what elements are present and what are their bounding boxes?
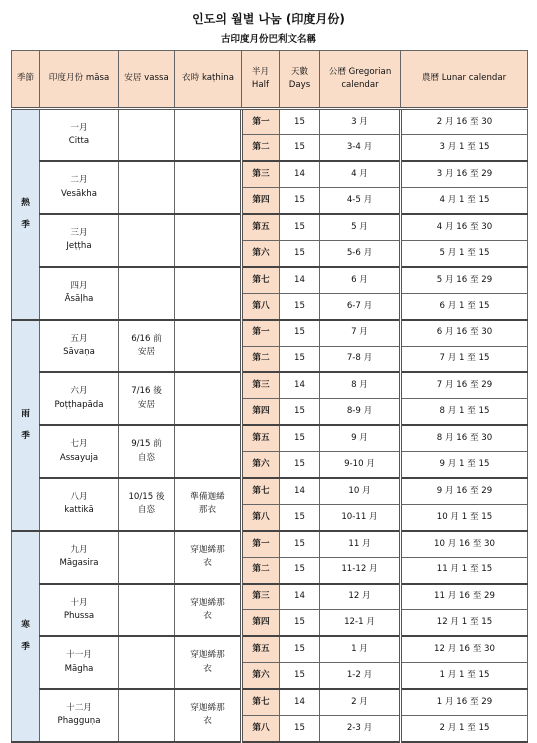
lunar-value: 4 月 16 至 30: [401, 214, 528, 240]
lunar-value: 5 月 1 至 15: [401, 240, 528, 266]
month-pali: Āsāḷha: [64, 294, 94, 305]
month-zh: 五月: [70, 333, 88, 344]
month-pali: Citta: [68, 136, 90, 147]
lunar-value: 10 月 1 至 15: [401, 504, 528, 530]
kathina-cell: 準備迦絺那衣: [175, 478, 242, 531]
lunar-value: 11 月 1 至 15: [401, 557, 528, 583]
season-cell: [12, 320, 40, 531]
lunar-value: 7 月 16 至 29: [401, 372, 528, 398]
month-pali: Phagguṇa: [57, 716, 101, 727]
lunar-value: 5 月 16 至 29: [401, 267, 528, 293]
vassa-cell: 7/16 後安居: [119, 372, 175, 425]
days-value: 15: [280, 346, 320, 372]
header-month: 印度月份 māsa: [40, 51, 119, 109]
days-value: 15: [280, 320, 320, 346]
month-table: [11, 50, 528, 743]
table-row: [12, 109, 528, 135]
half-label: 第三: [242, 161, 280, 187]
kathina-cell: [175, 320, 242, 373]
vassa-cell: 6/16 前安居: [119, 320, 175, 373]
month-name-cell: [40, 161, 119, 214]
gregorian-value: 2-3 月: [320, 715, 401, 741]
days-value: 15: [280, 663, 320, 689]
gregorian-value: 4-5 月: [320, 188, 401, 214]
lunar-value: 9 月 1 至 15: [401, 452, 528, 478]
table-row: [12, 372, 528, 398]
gregorian-value: 10-11 月: [320, 504, 401, 530]
table-row: [12, 584, 528, 610]
days-value: 15: [280, 452, 320, 478]
half-label: 第五: [242, 425, 280, 451]
half-label: 第八: [242, 715, 280, 741]
lunar-value: 6 月 1 至 15: [401, 293, 528, 319]
half-label: 第六: [242, 240, 280, 266]
vassa-cell: 9/15 前自恣: [119, 425, 175, 478]
gregorian-value: 9-10 月: [320, 452, 401, 478]
half-label: 第七: [242, 267, 280, 293]
days-value: 15: [280, 636, 320, 662]
half-label: 第四: [242, 610, 280, 636]
table-row: [12, 531, 528, 557]
month-name-cell: [40, 320, 119, 373]
month-zh: 十月: [70, 597, 88, 608]
header-days: 天數 Days: [280, 51, 320, 109]
month-zh: 十一月: [66, 650, 92, 661]
gregorian-value: 5 月: [320, 214, 401, 240]
half-label: 第七: [242, 478, 280, 504]
month-pali: Māgasira: [59, 558, 99, 569]
days-value: 15: [280, 610, 320, 636]
days-value: 15: [280, 504, 320, 530]
half-label: 第四: [242, 188, 280, 214]
gregorian-value: 3-4 月: [320, 135, 401, 161]
month-zh: 一月: [70, 122, 88, 133]
half-label: 第五: [242, 636, 280, 662]
month-name-cell: [40, 636, 119, 689]
lunar-value: 12 月 16 至 30: [401, 636, 528, 662]
half-label: 第三: [242, 372, 280, 398]
half-label: 第二: [242, 135, 280, 161]
days-value: 15: [280, 715, 320, 741]
lunar-value: 8 月 1 至 15: [401, 399, 528, 425]
gregorian-value: 7-8 月: [320, 346, 401, 372]
month-pali: Poṭṭhapāda: [54, 399, 104, 410]
half-label: 第六: [242, 663, 280, 689]
month-pali: kattikā: [64, 505, 94, 516]
month-pali: Assayuja: [59, 452, 99, 463]
kathina-cell: [175, 267, 242, 320]
header-vassa: 安居 vassa: [119, 51, 175, 109]
gregorian-value: 11 月: [320, 531, 401, 557]
days-value: 15: [280, 425, 320, 451]
gregorian-value: 6 月: [320, 267, 401, 293]
days-value: 14: [280, 161, 320, 187]
lunar-value: 10 月 16 至 30: [401, 531, 528, 557]
month-name-cell: [40, 689, 119, 742]
half-label: 第五: [242, 214, 280, 240]
days-value: 15: [280, 531, 320, 557]
vassa-cell: [119, 584, 175, 637]
month-name-cell: [40, 372, 119, 425]
days-value: 15: [280, 135, 320, 161]
season-label: 熱季: [21, 197, 30, 231]
month-pali: Māgha: [64, 663, 94, 674]
month-zh: 四月: [70, 280, 88, 291]
header-lunar: 農曆 Lunar calendar: [401, 51, 528, 109]
half-label: 第八: [242, 293, 280, 319]
month-zh: 七月: [70, 439, 88, 450]
half-label: 第一: [242, 109, 280, 135]
table-row: [12, 320, 528, 346]
month-zh: 十二月: [66, 703, 92, 714]
lunar-value: 1 月 1 至 15: [401, 663, 528, 689]
half-label: 第七: [242, 689, 280, 715]
gregorian-value: 1 月: [320, 636, 401, 662]
days-value: 15: [280, 293, 320, 319]
month-name-cell: [40, 478, 119, 531]
month-name-cell: [40, 109, 119, 162]
days-value: 15: [280, 109, 320, 135]
month-zh: 九月: [70, 544, 88, 555]
half-label: 第三: [242, 584, 280, 610]
half-label: 第一: [242, 320, 280, 346]
days-value: 15: [280, 399, 320, 425]
days-value: 14: [280, 372, 320, 398]
vassa-cell: [119, 689, 175, 742]
lunar-value: 12 月 1 至 15: [401, 610, 528, 636]
vassa-cell: [119, 161, 175, 214]
lunar-value: 3 月 16 至 29: [401, 161, 528, 187]
gregorian-value: 11-12 月: [320, 557, 401, 583]
header-half: 半月 Half: [242, 51, 280, 109]
month-zh: 二月: [70, 175, 88, 186]
lunar-value: 11 月 16 至 29: [401, 584, 528, 610]
month-name-cell: [40, 267, 119, 320]
table-row: [12, 425, 528, 451]
half-label: 第八: [242, 504, 280, 530]
days-value: 15: [280, 214, 320, 240]
gregorian-value: 8-9 月: [320, 399, 401, 425]
month-name-cell: [40, 214, 119, 267]
month-name-cell: [40, 425, 119, 478]
season-cell: [12, 531, 40, 742]
table-body: [12, 109, 528, 742]
header-kathina: 衣時 kaṭhina: [175, 51, 242, 109]
month-zh: 八月: [70, 492, 88, 503]
vassa-cell: [119, 267, 175, 320]
gregorian-value: 12 月: [320, 584, 401, 610]
lunar-value: 4 月 1 至 15: [401, 188, 528, 214]
lunar-value: 2 月 16 至 30: [401, 109, 528, 135]
gregorian-value: 3 月: [320, 109, 401, 135]
lunar-value: 7 月 1 至 15: [401, 346, 528, 372]
page-subtitle: 古印度月份巴利文名稱: [220, 34, 316, 45]
season-label: 雨季: [21, 408, 30, 442]
lunar-value: 1 月 16 至 29: [401, 689, 528, 715]
days-value: 14: [280, 689, 320, 715]
month-pali: Jeṭṭha: [66, 241, 92, 252]
lunar-value: 2 月 1 至 15: [401, 715, 528, 741]
days-value: 15: [280, 188, 320, 214]
month-pali: Phussa: [63, 610, 95, 621]
kathina-cell: 穿迦絺那衣: [175, 689, 242, 742]
header-season: 季節: [12, 51, 40, 109]
gregorian-value: 6-7 月: [320, 293, 401, 319]
lunar-value: 9 月 16 至 29: [401, 478, 528, 504]
days-value: 15: [280, 240, 320, 266]
vassa-cell: [119, 531, 175, 584]
days-value: 14: [280, 478, 320, 504]
month-pali: Sāvaṇa: [63, 347, 95, 358]
kathina-cell: 穿迦絺那衣: [175, 584, 242, 637]
gregorian-value: 2 月: [320, 689, 401, 715]
half-label: 第一: [242, 531, 280, 557]
season-label: 寒季: [21, 619, 30, 653]
gregorian-value: 9 月: [320, 425, 401, 451]
gregorian-value: 12-1 月: [320, 610, 401, 636]
month-name-cell: [40, 531, 119, 584]
kathina-cell: [175, 425, 242, 478]
half-label: 第四: [242, 399, 280, 425]
lunar-value: 3 月 1 至 15: [401, 135, 528, 161]
gregorian-value: 10 月: [320, 478, 401, 504]
kathina-cell: [175, 214, 242, 267]
month-pali: Vesākha: [61, 188, 97, 199]
half-label: 第二: [242, 346, 280, 372]
table-row: [12, 214, 528, 240]
vassa-cell: [119, 109, 175, 162]
vassa-cell: 10/15 後自恣: [119, 478, 175, 531]
month-zh: 三月: [70, 228, 88, 239]
vassa-cell: [119, 636, 175, 689]
table-row: [12, 161, 528, 187]
kathina-cell: [175, 372, 242, 425]
month-zh: 六月: [70, 386, 88, 397]
days-value: 15: [280, 557, 320, 583]
lunar-value: 8 月 16 至 30: [401, 425, 528, 451]
table-row: [12, 267, 528, 293]
kathina-cell: [175, 109, 242, 162]
gregorian-value: 5-6 月: [320, 240, 401, 266]
half-label: 第六: [242, 452, 280, 478]
half-label: 第二: [242, 557, 280, 583]
days-value: 14: [280, 267, 320, 293]
gregorian-value: 8 月: [320, 372, 401, 398]
gregorian-value: 7 月: [320, 320, 401, 346]
gregorian-value: 4 月: [320, 161, 401, 187]
kathina-cell: [175, 161, 242, 214]
vassa-cell: [119, 214, 175, 267]
season-cell: [12, 109, 40, 320]
month-name-cell: [40, 584, 119, 637]
header-gregorian: 公曆 Gregorian calendar: [320, 51, 401, 109]
kathina-cell: 穿迦絺那衣: [175, 531, 242, 584]
table-row: [12, 689, 528, 715]
page-title: 인도의 월별 나눔 (印度月份): [192, 12, 345, 26]
lunar-value: 6 月 16 至 30: [401, 320, 528, 346]
table-row: [12, 636, 528, 662]
kathina-cell: 穿迦絺那衣: [175, 636, 242, 689]
table-row: [12, 478, 528, 504]
gregorian-value: 1-2 月: [320, 663, 401, 689]
days-value: 14: [280, 584, 320, 610]
